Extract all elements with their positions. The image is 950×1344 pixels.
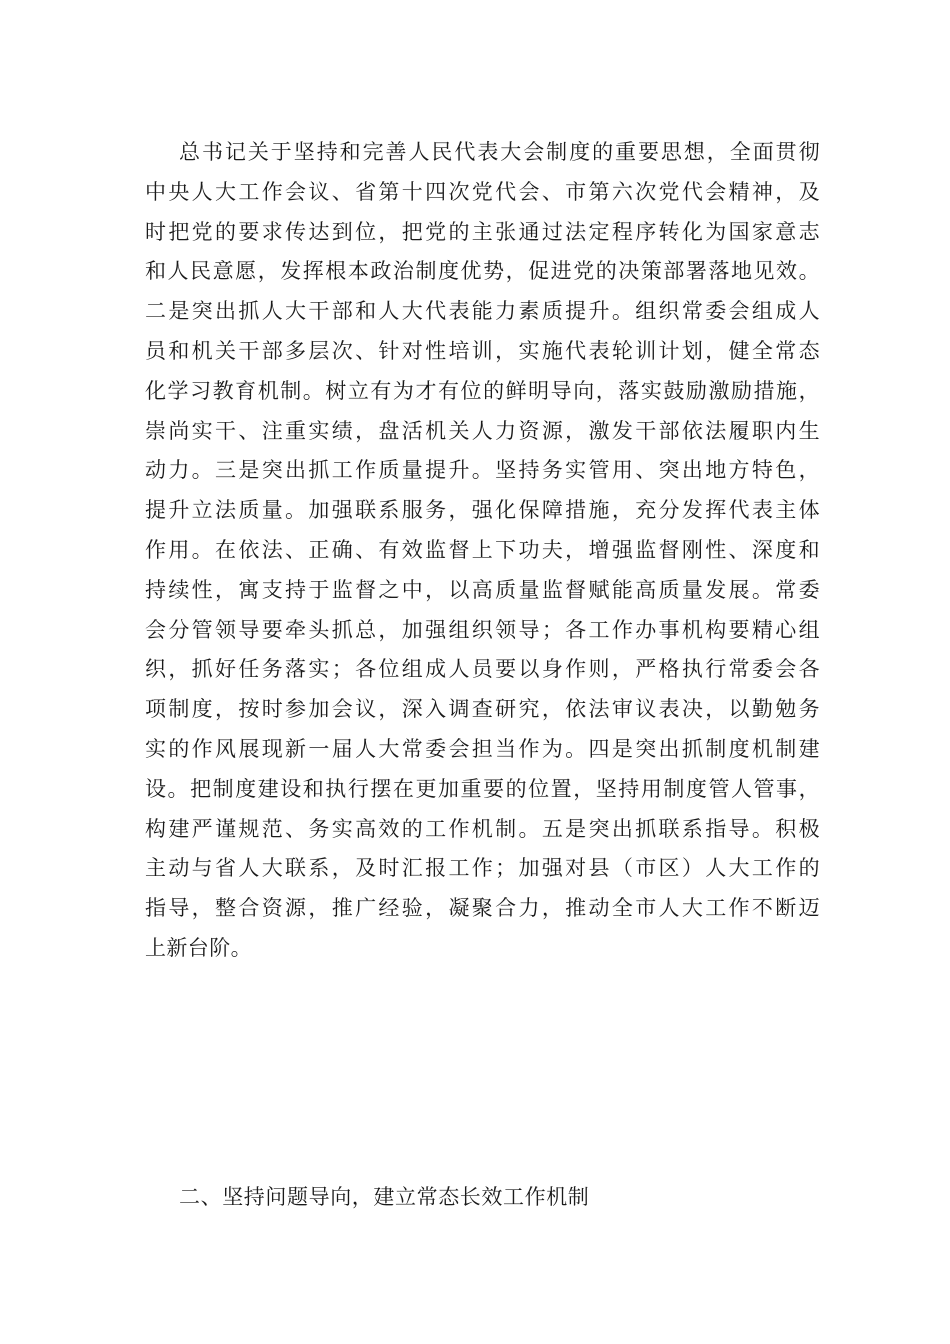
paragraph-line: 持续性，寓支持于监督之中，以高质量监督赋能高质量发展。常委 (145, 577, 820, 602)
paragraph-line: 时把党的要求传达到位，把党的主张通过法定程序转化为国家意志 (145, 219, 820, 244)
paragraph-line: 动力。三是突出抓工作质量提升。坚持务实管用、突出地方特色， (145, 458, 820, 483)
paragraph-line: 总书记关于坚持和完善人民代表大会制度的重要思想，全面贯彻 (179, 140, 820, 164)
paragraph-line: 项制度，按时参加会议，深入调查研究，依法审议表决，以勤勉务 (145, 697, 820, 722)
paragraph-line: 化学习教育机制。树立有为才有位的鲜明导向，落实鼓励激励措施， (145, 378, 820, 403)
paragraph-line: 织，抓好任务落实；各位组成人员要以身作则，严格执行常委会各 (145, 657, 820, 682)
paragraph-line: 作用。在依法、正确、有效监督上下功夫，增强监督刚性、深度和 (145, 537, 820, 562)
paragraph-line: 实的作风展现新一届人大常委会担当作为。四是突出抓制度机制建 (145, 736, 820, 761)
paragraph-line: 会分管领导要牵头抓总，加强组织领导；各工作办事机构要精心组 (145, 617, 820, 642)
paragraph-line: 员和机关干部多层次、针对性培训，实施代表轮训计划，健全常态 (145, 338, 820, 363)
paragraph-line: 二是突出抓人大干部和人大代表能力素质提升。组织常委会组成人 (145, 299, 820, 324)
paragraph-line: 崇尚实干、注重实绩，盘活机关人力资源，激发干部依法履职内生 (145, 418, 820, 443)
body-paragraph (145, 133, 820, 969)
paragraph-line: 指导，整合资源，推广经验，凝聚合力，推动全市人大工作不断迈 (145, 896, 820, 921)
paragraph-line: 构建严谨规范、务实高效的工作机制。五是突出抓联系指导。积极 (145, 816, 820, 841)
section-heading: 二、坚持问题导向，建立常态长效工作机制 (179, 1185, 590, 1209)
paragraph-line: 主动与省人大联系，及时汇报工作；加强对县（市区）人大工作的 (145, 856, 820, 881)
paragraph-line: 提升立法质量。加强联系服务，强化保障措施，充分发挥代表主体 (145, 498, 820, 523)
paragraph-line: 设。把制度建设和执行摆在更加重要的位置，坚持用制度管人管事， (145, 776, 820, 801)
paragraph-line: 中央人大工作会议、省第十四次党代会、市第六次党代会精神，及 (145, 179, 820, 204)
paragraph-line: 和人民意愿，发挥根本政治制度优势，促进党的决策部署落地见效。 (145, 259, 820, 284)
paragraph-line: 上新台阶。 (145, 935, 252, 960)
